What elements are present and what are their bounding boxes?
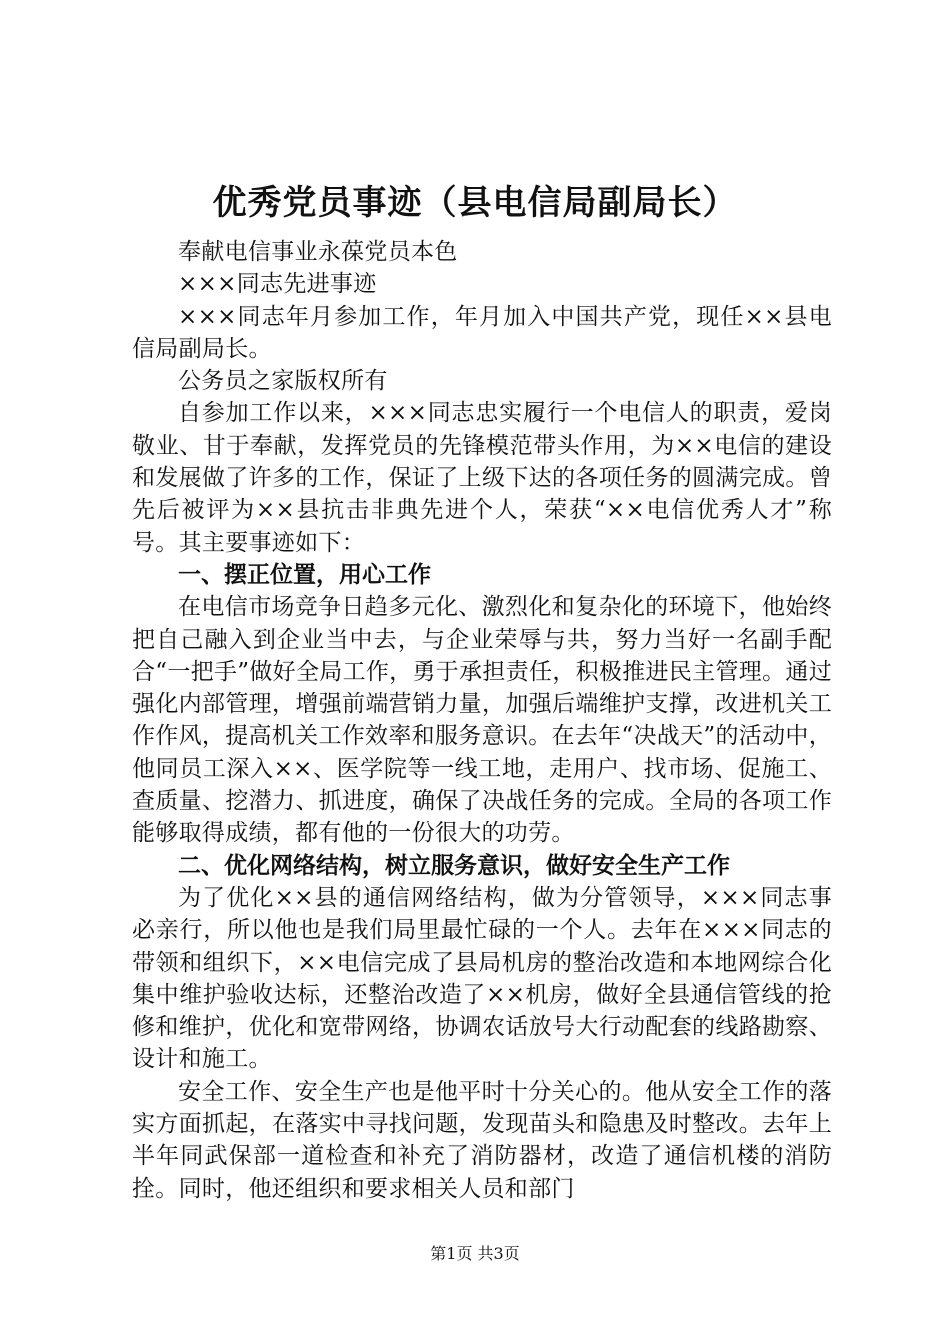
paragraph: 公务员之家版权所有 bbox=[178, 368, 388, 395]
page-footer: 第1页 共3页 bbox=[430, 1244, 520, 1263]
section-heading: 一、摆正位置，用心工作 bbox=[178, 561, 431, 588]
document-title: 优秀党员事迹（县电信局副局长） bbox=[212, 183, 738, 223]
paragraph: ×××同志先进事迹 bbox=[178, 271, 377, 298]
paragraph: 在电信市场竞争日趋多元化、激烈化和复杂化的环境下，他始终把自己融入到企业当中去，与企业荣辱与共，努力当好一名副手配合“一把手”做好全局工作，勇于承担责任，积极推进民主管理。通过强化内部管理，增强前端营销力量，加强后端维护支撑，改进机关工作作风，提高机关工作效率和服务意识。在去年“决战天”的活动中，他同员工深入××、医学院等一线工地，走用户、找市场、促施工、查质量、挖潜力、抓进度，确保了决战任务的完成。全局的各项工作能够取得成绩，都有他的一份很大的功劳。 bbox=[132, 594, 832, 847]
paragraph: ×××同志年月参加工作，年月加入中国共产党，现任××县电信局副局长。 bbox=[132, 303, 832, 362]
document-body bbox=[132, 236, 832, 1205]
paragraph: 为了优化××县的通信网络结构，做为分管领导，×××同志事必亲行，所以他也是我们局里最忙碌的一个人。去年在×××同志的带领和组织下，××电信完成了县局机房的整治改造和本地网综合化集中维护验收达标，还整治改造了××机房，做好全县通信管线的抢修和维护，优化和宽带网络，协调农话放号大行动配套的线路勘察、设计和施工。 bbox=[132, 884, 832, 1073]
paragraph: 自参加工作以来，×××同志忠实履行一个电信人的职责，爱岗敬业、甘于奉献，发挥党员的先锋模范带头作用，为××电信的建设和发展做了许多的工作，保证了上级下达的各项任务的圆满完成。曾先后被评为××县抗击非典先进个人，荣获“××电信优秀人才”称号。其主要事迹如下： bbox=[132, 400, 832, 556]
section-heading: 二、优化网络结构，树立服务意识，做好安全生产工作 bbox=[178, 852, 730, 879]
paragraph: 奉献电信事业永葆党员本色 bbox=[178, 239, 458, 265]
paragraph: 安全工作、安全生产也是他平时十分关心的。他从安全工作的落实方面抓起，在落实中寻找问题，发现苗头和隐患及时整改。去年上半年同武保部一道检查和补充了消防器材，改造了通信机楼的消防拴。同时，他还组织和要求相关人员和部门 bbox=[132, 1078, 832, 1202]
